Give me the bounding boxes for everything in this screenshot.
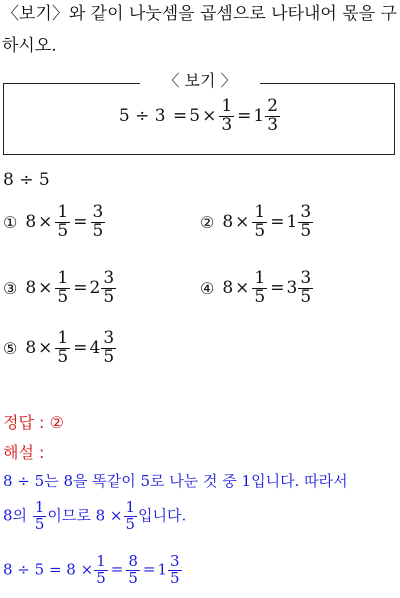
option-result-fraction: [101, 330, 116, 367]
explanation-fraction-4: [126, 554, 140, 587]
option-eq: =: [73, 212, 88, 233]
fraction-numerator: 3: [300, 202, 312, 222]
option-a: 8: [25, 212, 37, 233]
fraction-numerator: 1: [57, 268, 69, 288]
option-2[interactable]: [200, 204, 314, 241]
answer-line: [3, 410, 64, 433]
fraction-numerator: 1: [34, 498, 45, 516]
explanation-fraction-2: [124, 500, 138, 533]
fraction-denominator: 5: [103, 346, 115, 367]
example-lhs: 5 ÷ 3: [118, 105, 166, 126]
fraction-denominator: 5: [57, 286, 69, 307]
example-times: ×: [202, 105, 217, 126]
explanation-label: 해설 :: [3, 443, 45, 462]
question-line-2: 하시오.: [2, 36, 57, 56]
option-result-fraction: [91, 204, 106, 241]
fraction-numerator: 1: [254, 268, 266, 288]
fraction-denominator: 5: [125, 514, 136, 533]
explanation-fraction-1: [33, 500, 47, 533]
option-fraction: [252, 204, 267, 241]
option-eq: =: [270, 212, 285, 233]
option-marker: ①: [3, 212, 18, 232]
option-result-fraction: [101, 270, 116, 307]
option-a: 8: [222, 212, 234, 233]
fraction-denominator: 5: [92, 220, 104, 241]
fraction-denominator: 5: [96, 568, 106, 587]
option-a: 8: [222, 278, 234, 299]
option-fraction: [55, 330, 70, 367]
fraction-numerator: 2: [267, 96, 279, 116]
explanation-lhs: 8 ÷ 5 = 8 ×: [3, 560, 94, 579]
option-marker: ②: [200, 212, 215, 232]
option-3[interactable]: [3, 270, 117, 307]
option-whole: 1: [286, 212, 298, 233]
problem-expression: 8 ÷ 5: [3, 170, 50, 190]
fraction-denominator: 3: [267, 114, 279, 135]
fraction-numerator: 3: [92, 202, 104, 222]
explanation-fraction-3: [94, 554, 108, 587]
option-result-fraction: [298, 270, 313, 307]
option-1[interactable]: [3, 204, 106, 241]
option-eq: =: [73, 278, 88, 299]
option-fraction: [252, 270, 267, 307]
explanation-line-3: [3, 554, 183, 587]
fraction-denominator: 5: [300, 220, 312, 241]
fraction-numerator: 1: [57, 328, 69, 348]
option-whole: 4: [89, 338, 101, 359]
option-fraction: [55, 204, 70, 241]
explanation-line-2: [3, 500, 186, 533]
option-result-fraction: [298, 204, 313, 241]
answer-label: 정답 :: [3, 413, 45, 432]
option-times: ×: [235, 278, 250, 299]
explanation-text-c: 입니다.: [138, 506, 187, 525]
fraction-numerator: 3: [169, 552, 180, 570]
example-eq-2: =: [237, 105, 252, 126]
fraction-numerator: 1: [221, 96, 233, 116]
option-marker: ③: [3, 278, 18, 298]
fraction-denominator: 5: [57, 220, 69, 241]
fraction-numerator: 1: [96, 552, 106, 570]
option-times: ×: [38, 212, 53, 233]
option-marker: ⑤: [3, 338, 18, 358]
fraction-denominator: 3: [221, 114, 233, 135]
example-whole: 1: [253, 105, 265, 126]
option-4[interactable]: [200, 270, 314, 307]
fraction-denominator: 5: [128, 568, 138, 587]
example-legend: 〈 보기 〉: [140, 68, 260, 94]
option-marker: ④: [200, 278, 215, 298]
fraction-denominator: 5: [254, 220, 266, 241]
fraction-numerator: 1: [254, 202, 266, 222]
explanation-line-1: 8 ÷ 5는 8을 똑같이 5로 나눈 것 중 1입니다. 따라서: [3, 472, 348, 490]
example-equation: [0, 98, 400, 135]
fraction-denominator: 5: [254, 286, 266, 307]
fraction-numerator: 3: [300, 268, 312, 288]
fraction-denominator: 5: [57, 346, 69, 367]
explanation-eq-1: =: [110, 560, 124, 579]
fraction-numerator: 8: [128, 552, 138, 570]
option-5[interactable]: [3, 330, 117, 367]
explanation-fraction-5: [168, 554, 182, 587]
fraction-denominator: 5: [169, 568, 180, 587]
option-fraction: [55, 270, 70, 307]
explanation-text-b: 이므로 8 ×: [47, 506, 123, 525]
answer-value: ②: [49, 413, 64, 432]
option-whole: 3: [286, 278, 298, 299]
explanation-text-a: 8의: [3, 506, 28, 525]
example-mixed-fraction: [265, 98, 280, 135]
option-a: 8: [25, 278, 37, 299]
fraction-numerator: 1: [125, 498, 136, 516]
fraction-numerator: 3: [103, 268, 115, 288]
fraction-denominator: 5: [34, 514, 45, 533]
option-eq: =: [270, 278, 285, 299]
example-eq: =: [173, 105, 188, 126]
fraction-numerator: 3: [103, 328, 115, 348]
fraction-numerator: 1: [57, 202, 69, 222]
option-a: 8: [25, 338, 37, 359]
option-times: ×: [38, 278, 53, 299]
option-eq: =: [73, 338, 88, 359]
example-fraction: [219, 98, 234, 135]
explanation-eq-2: =: [142, 560, 156, 579]
question-line-1: 〈보기〉와 같이 나눗셈을 곱셈으로 나타내어 몫을 구: [2, 4, 397, 24]
fraction-denominator: 5: [103, 286, 115, 307]
explanation-whole: 1: [157, 560, 167, 579]
example-a: 5: [189, 105, 201, 126]
option-times: ×: [235, 212, 250, 233]
option-whole: 2: [89, 278, 101, 299]
option-times: ×: [38, 338, 53, 359]
fraction-denominator: 5: [300, 286, 312, 307]
